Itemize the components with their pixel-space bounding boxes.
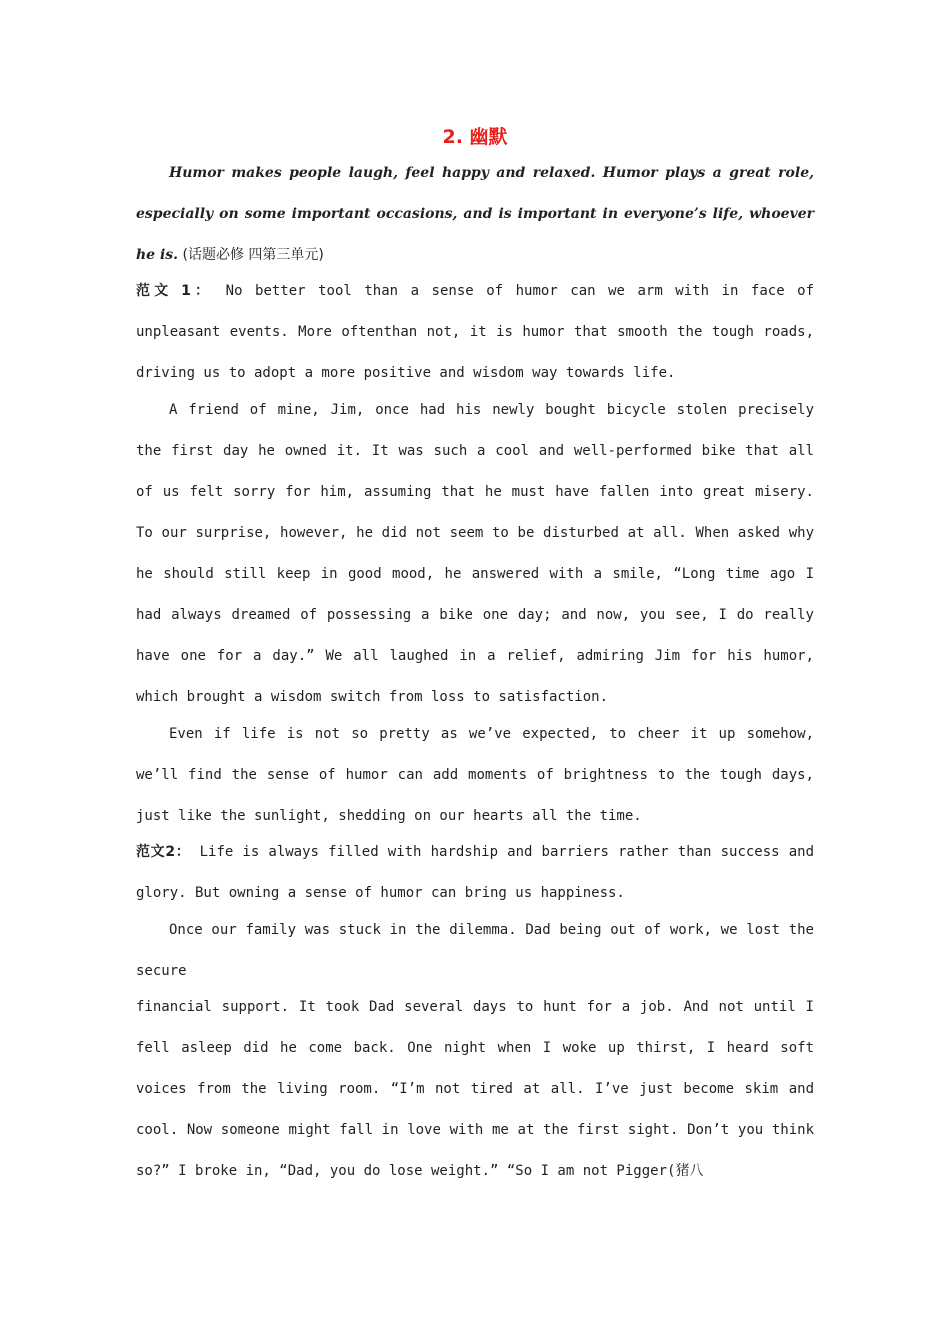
essay-1-paragraph-1-text: No better tool than a sense of humor can we arm with in face of unpleasant events. More oftenthan not, it is humor that smooth the tough roads, driving us to adopt a more positive and wisdom way towards life.: [136, 283, 815, 381]
essay-2-paragraph-2b: financial support. It took Dad several days to hunt for a job. And not until I fell asleep did he come back. One night when I woke up thirst, I heard soft voices from the living room. “I’m not tired at all. I’ve just become skim and cool. Now someone might fall in love with me at the first sight. Don’t you think so?” I broke in, “Dad, you do lose weight.” “So I am not Pigger(猪八: [136, 999, 814, 1179]
essay-2: [136, 832, 814, 914]
essay-2-paragraph-1: [136, 832, 814, 914]
essay-2-paragraph-1-text: Life is always filled with hardship and barriers rather than success and glory. But owning a sense of humor can bring us happiness.: [136, 844, 814, 901]
topic-intro-text: Humor makes people laugh, feel happy and relaxed. Humor plays a great role, especially on some important occasions, and is important in everyone’s life, whoever he is.: [136, 165, 814, 263]
essay-1-conclusion: [136, 714, 814, 837]
topic-intro: [136, 153, 814, 276]
essay-1-paragraph-1: [136, 271, 814, 394]
essay-2-body-continued: [136, 987, 814, 1192]
essay-1-label: 范文 1：: [136, 283, 214, 299]
topic-source-note: (话题必修 四第三单元): [178, 247, 324, 263]
essay-1-body: [136, 390, 814, 718]
essay-2-label: 范文2：: [136, 844, 191, 860]
essay-2-paragraph-2a: Once our family was stuck in the dilemma. Dad being out of work, we lost the secure: [136, 922, 814, 979]
essay-2-body-start: [136, 910, 814, 992]
essay-1-paragraph-2: A friend of mine, Jim, once had his newly bought bicycle stolen precisely the first day he owned it. It was such a cool and well-performed bike that all of us felt sorry for him, assuming that he must have fallen into great misery. To our surprise, however, he did not seem to be disturbed at all. When asked why he should still keep in good mood, he answered with a smile, “Long time ago I had always dreamed of possessing a bike one day; and now, you see, I do really have one for a day.” We all laughed in a relief, admiring Jim for his humor, which brought a wisdom switch from loss to satisfaction.: [136, 402, 814, 705]
essay-1: [136, 271, 814, 394]
essay-1-paragraph-3: Even if life is not so pretty as we’ve expected, to cheer it up somehow, we’ll find the sense of humor can add moments of brightness to the tough days, just like the sunlight, shedding on our hearts all the time.: [136, 726, 814, 824]
page-title: 2. 幽默: [442, 126, 508, 148]
intro-block: [136, 153, 814, 276]
